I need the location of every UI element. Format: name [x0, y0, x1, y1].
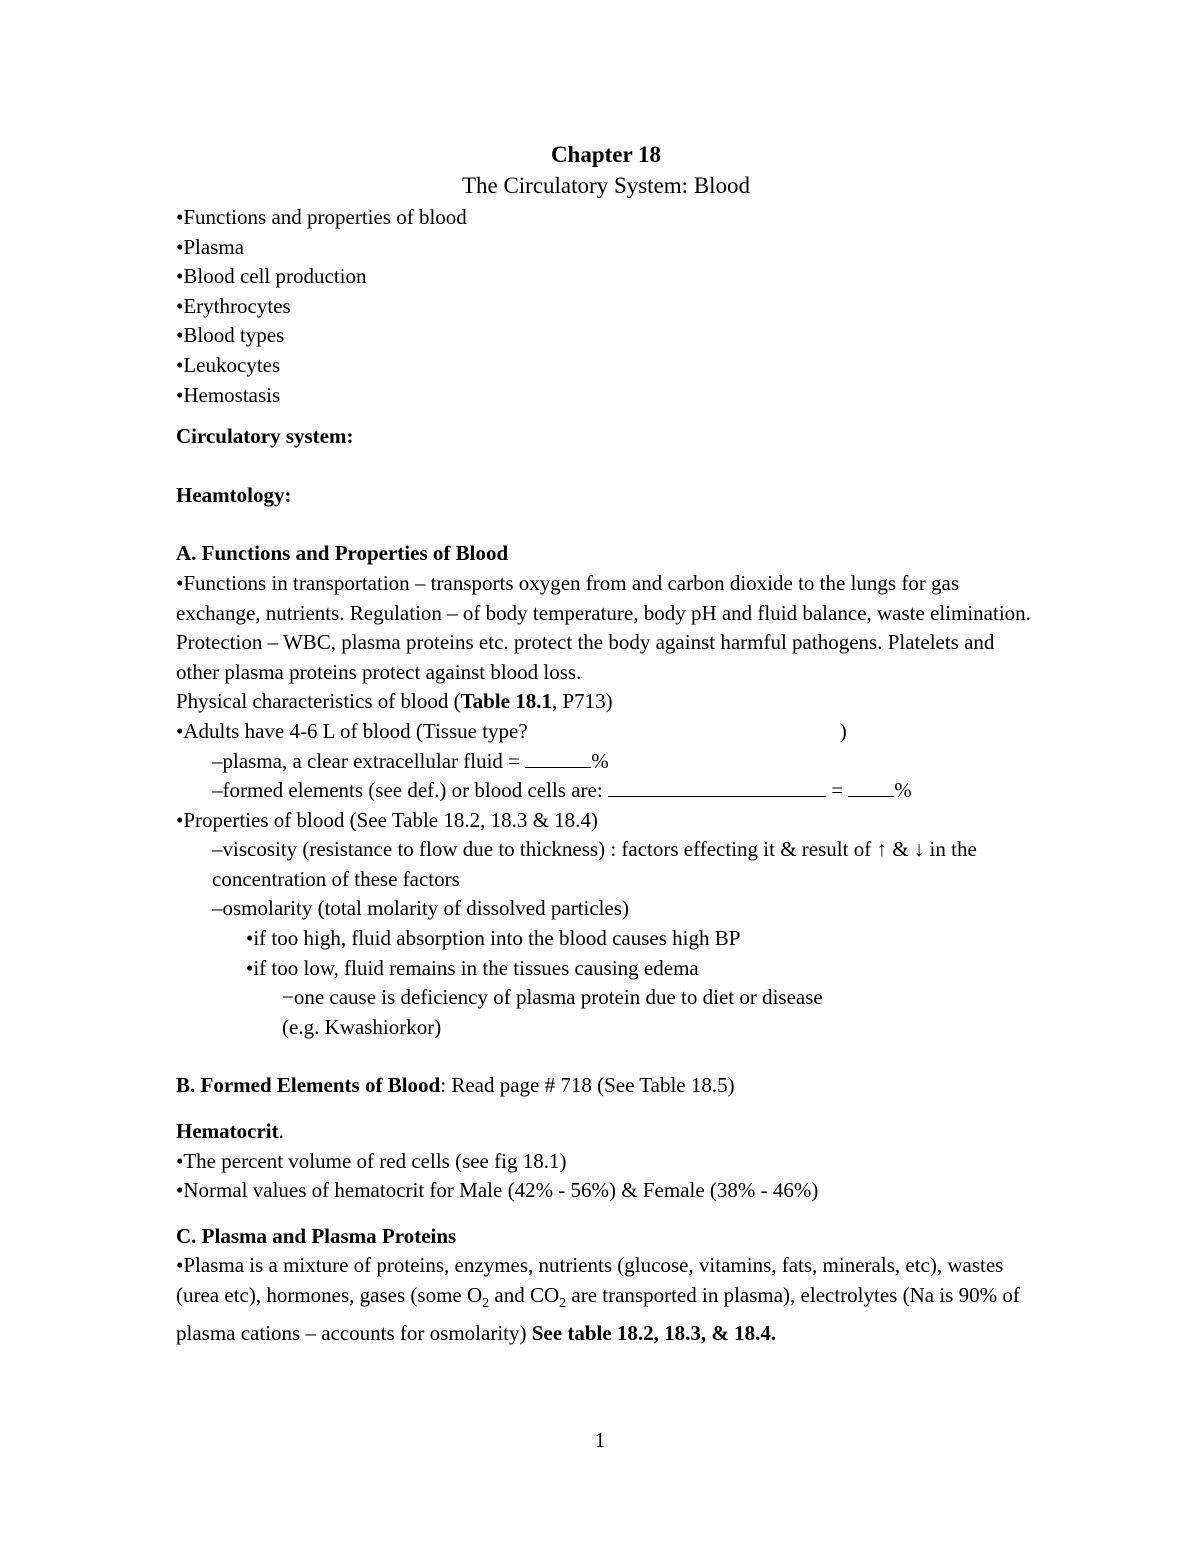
outline-item: •Hemostasis: [176, 382, 281, 407]
osmolarity-line: –osmolarity (total molarity of dissolved particles): [212, 896, 629, 921]
section-c-heading: C. Plasma and Plasma Proteins: [176, 1223, 457, 1248]
fill-in-blank: [525, 749, 591, 768]
plasma-line: –plasma, a clear extracellular fluid = %: [212, 748, 609, 773]
section-b-heading: B. Formed Elements of Blood: Read page # 718 (See Table 18.5): [176, 1073, 735, 1098]
outline-item: •Functions and properties of blood: [176, 205, 467, 229]
section-c-paragraph: •Plasma is a mixture of proteins, enzymes, nutrients (glucose, vitamins, fats, minerals, etc), wastes (urea etc), hormones, gases (some $O_2$ and $CO_2$ are transported in plasma), electrolytes (Na is 90% of plasma cations – accounts for osmolarity) See table 18.2, 18.3, & 18.4.: [176, 1253, 1020, 1345]
properties-line: •Properties of blood (See Table 18.2, 18.3 & 18.4): [176, 807, 598, 832]
chapter-heading: Chapter 18: [550, 142, 662, 167]
hematocrit-item: •The percent volume of red cells (see fig 18.1): [176, 1148, 567, 1173]
term-hematology: Heamtology:: [176, 482, 292, 507]
formed-elements-line: –formed elements (see def.) or blood cells are: = %: [212, 778, 912, 803]
section-a-heading: A. Functions and Properties of Blood: [176, 541, 509, 566]
outline-item: •Blood cell production: [176, 264, 367, 289]
edema-cause: −one cause is deficiency of plasma protein due to diet or disease (e.g. Kwashiorkor): [282, 985, 823, 1039]
outline-item: •Plasma: [176, 234, 245, 259]
page-number: 1: [594, 1428, 606, 1452]
hematocrit-heading: Hematocrit.: [176, 1119, 284, 1144]
section-a-paragraph: •Functions in transportation – transports oxygen from and carbon dioxide to the lungs for gas exchange, nutrients. Regulation – of body temperature, body pH and fluid balance, waste elimination. Protection – WBC, plasma proteins etc. protect the body against harmful pathogens. Platelets and other plasma proteins protect against blood loss.: [176, 570, 1031, 684]
viscosity-line: –viscosity (resistance to flow due to thickness) : factors effecting it & result of ↑ & ↓ in the concentration of these factors: [212, 837, 977, 891]
fill-in-blank: [848, 778, 894, 797]
chapter-title: The Circulatory System: Blood: [461, 173, 751, 198]
hematocrit-item: •Normal values of hematocrit for Male (42% - 56%) & Female (38% - 46%): [176, 1178, 819, 1203]
outline-item: •Blood types: [176, 323, 285, 348]
outline-item: •Erythrocytes: [176, 293, 291, 318]
term-circulatory-system: Circulatory system:: [176, 424, 354, 449]
fill-in-blank: [608, 778, 826, 797]
outline-list: [176, 203, 1036, 410]
table-ref: Table 18.1: [460, 689, 552, 714]
osmolarity-low: •if too low, fluid remains in the tissues causing edema: [246, 955, 699, 980]
adults-blood-line: •Adults have 4-6 L of blood (Tissue type? ): [176, 718, 847, 743]
physical-characteristics-line: Physical characteristics of blood (Table 18.1, P713): [176, 689, 613, 714]
osmolarity-high: •if too high, fluid absorption into the blood causes high BP: [246, 926, 741, 951]
document-page: [176, 140, 1036, 1348]
outline-item: •Leukocytes: [176, 352, 281, 377]
